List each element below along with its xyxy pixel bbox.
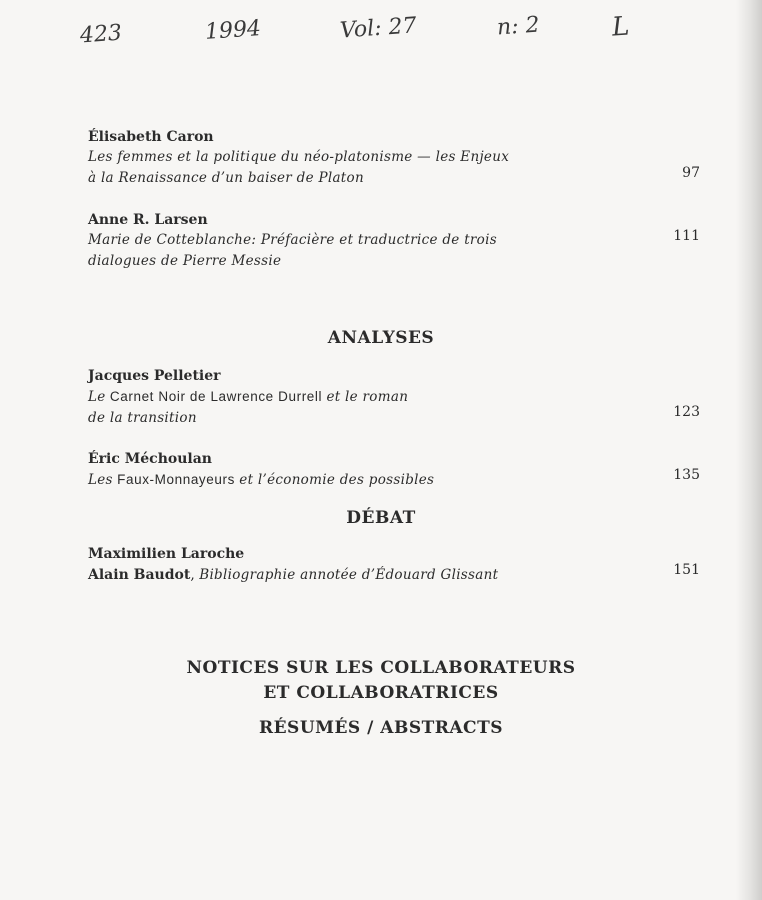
handwritten-volume: Vol: 27 [339,13,418,44]
entry-title-line [88,564,700,586]
toc-entry [88,210,700,272]
toc-entry [88,366,700,429]
entry-author: Éric Méchoulan [88,451,212,467]
section-heading-analyses: ANALYSES [327,328,435,348]
page-number: 111 [673,228,700,244]
title-roman: Carnet Noir de Lawrence Durrell [105,389,327,404]
entry-title-line: Marie de Cotteblanche: Préfacière et traductrice de trois [88,232,497,248]
entry-title-line [88,386,700,408]
separator: , [190,567,200,583]
entry-author: Anne R. Larsen [88,212,208,228]
entry-title-line: dialogues de Pierre Messie [88,253,282,269]
title-italic: Les [88,472,113,488]
entry-title-line: de la transition [88,410,197,426]
page-number: 97 [682,165,700,181]
page-number: 123 [673,404,700,420]
section-heading-debat: DÉBAT [346,508,416,528]
entry-title-line: Les femmes et la politique du néo-platonisme — les Enjeux [88,149,510,165]
handwritten-issue: n: 2 [496,12,541,41]
title-italic: Le [88,389,106,405]
handwritten-number: 423 [79,20,123,49]
entry-author: Maximilien Laroche [88,546,245,562]
entry-title-line: à la Renaissance d’un baiser de Platon [88,170,364,186]
entry-title-line [88,469,700,491]
toc-entry [88,449,700,491]
handwritten-annotations [0,12,762,62]
entry-author: Jacques Pelletier [88,368,221,384]
closing-line: ET COLLABORATRICES [263,683,499,703]
closing-line: NOTICES SUR LES COLLABORATEURS [186,658,576,678]
page-edge-shadow [736,0,762,900]
page-number: 151 [673,562,700,578]
title-italic: et l’économie des possibles [239,472,435,488]
page-number: 135 [673,467,700,483]
title-italic: et le roman [326,389,409,405]
handwritten-year: 1994 [204,16,262,45]
toc-entry [88,127,700,189]
title-roman: Faux-Monnayeurs [112,472,240,487]
entry-author: Alain Baudot [88,567,191,583]
entry-title: Bibliographie annotée d’Édouard Glissant [199,567,499,583]
closing-line: RÉSUMÉS / ABSTRACTS [258,718,504,738]
toc-entry [88,544,700,586]
handwritten-mark: L [610,11,631,43]
entry-author: Élisabeth Caron [88,129,214,145]
